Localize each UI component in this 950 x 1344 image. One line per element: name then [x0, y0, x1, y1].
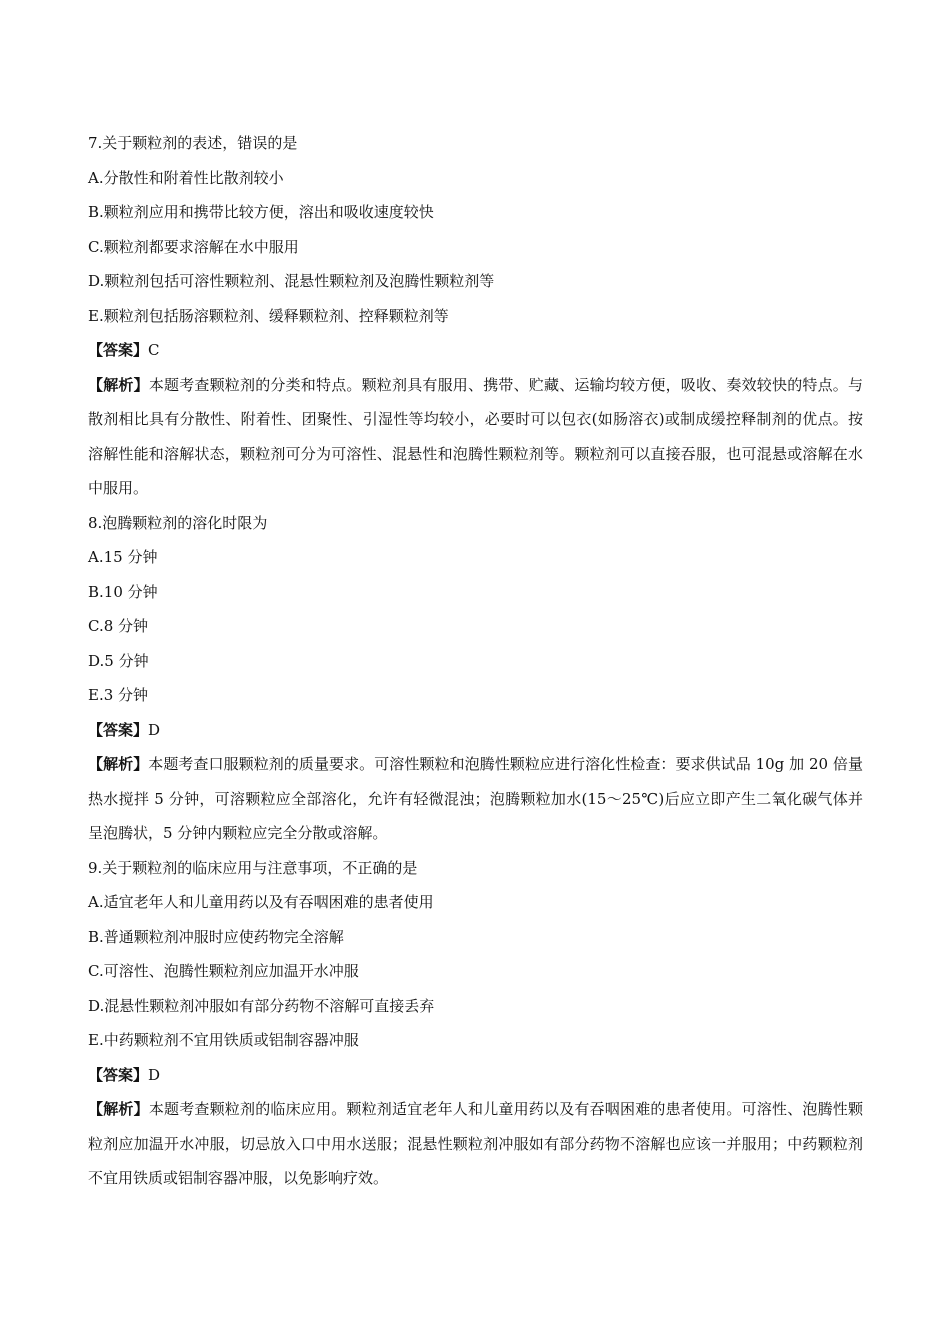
answer-line [88, 713, 863, 748]
answer-label: 【答案】 [88, 720, 149, 739]
option-d: D.5 分钟 [88, 651, 149, 670]
analysis-text: 本题考查颗粒剂的分类和特点。颗粒剂具有服用、携带、贮藏、运输均较方便，吸收、奏效较快的特点。与散剂相比具有分散性、附着性、团聚性、引湿性等均较小，必要时可以包衣(如肠溶衣)或制成缓控释制剂的优点。按溶解性能和溶解状态，颗粒剂可分为可溶性、混悬性和泡腾性颗粒剂等。颗粒剂可以直接吞服，也可混悬或溶解在水中服用。 [88, 375, 863, 497]
answer-line [88, 1058, 863, 1093]
analysis-label: 【解析】 [88, 1100, 149, 1118]
option-a: A.适宜老年人和儿童用药以及有吞咽困难的患者使用 [88, 893, 434, 911]
option-c: C.颗粒剂都要求溶解在水中服用 [88, 237, 299, 256]
option-e: E.3 分钟 [88, 686, 149, 704]
option-d: D.混悬性颗粒剂冲服如有部分药物不溶解可直接丢弃 [88, 996, 435, 1015]
option-b: B.普通颗粒剂冲服时应使药物完全溶解 [88, 927, 344, 946]
analysis-label: 【解析】 [88, 375, 149, 394]
question-stem: 7.关于颗粒剂的表述，错误的是 [88, 134, 298, 152]
analysis-paragraph [88, 747, 863, 851]
answer-value: D [148, 720, 161, 739]
option-c: C.8 分钟 [88, 617, 149, 635]
option-e: E.颗粒剂包括肠溶颗粒剂、缓释颗粒剂、控释颗粒剂等 [88, 306, 449, 325]
option-e: E.中药颗粒剂不宜用铁质或铝制容器冲服 [88, 1031, 359, 1049]
question-stem: 9.关于颗粒剂的临床应用与注意事项，不正确的是 [88, 858, 418, 877]
question-7 [88, 126, 863, 506]
option-a: A.分散性和附着性比散剂较小 [88, 168, 284, 187]
answer-value: D [148, 1065, 161, 1084]
answer-label: 【答案】 [88, 1065, 149, 1084]
option-b: B.10 分钟 [88, 582, 158, 601]
option-c: C.可溶性、泡腾性颗粒剂应加温开水冲服 [88, 962, 359, 980]
analysis-paragraph [88, 1092, 863, 1196]
answer-value: C [148, 341, 160, 359]
question-9 [88, 851, 863, 1196]
option-d: D.颗粒剂包括可溶性颗粒剂、混悬性颗粒剂及泡腾性颗粒剂等 [88, 272, 495, 290]
analysis-text: 本题考查颗粒剂的临床应用。颗粒剂适宜老年人和儿童用药以及有吞咽困难的患者使用。可溶性、泡腾性颗粒剂应加温开水冲服，切忌放入口中用水送服；混悬性颗粒剂冲服如有部分药物不溶解也应该一并服用；中药颗粒剂不宜用铁质或铝制容器冲服，以免影响疗效。 [88, 1100, 863, 1187]
analysis-text: 本题考查口服颗粒剂的质量要求。可溶性颗粒和泡腾性颗粒应进行溶化性检查：要求供试品 10g 加 20 倍量热水搅拌 5 分钟，可溶颗粒应全部溶化，允许有轻微混浊；泡腾颗粒加水(15～25℃)后应立即产生二氧化碳气体并呈泡腾状，5 分钟内颗粒应完全分散或溶解。 [88, 755, 863, 842]
option-a: A.15 分钟 [88, 548, 158, 566]
answer-line [88, 333, 863, 368]
analysis-label: 【解析】 [88, 755, 149, 773]
question-stem: 8.泡腾颗粒剂的溶化时限为 [88, 513, 268, 532]
answer-label: 【答案】 [88, 341, 149, 359]
option-b: B.颗粒剂应用和携带比较方便，溶出和吸收速度较快 [88, 203, 434, 221]
question-8 [88, 506, 863, 851]
document-page [88, 126, 863, 1196]
analysis-paragraph [88, 368, 863, 506]
